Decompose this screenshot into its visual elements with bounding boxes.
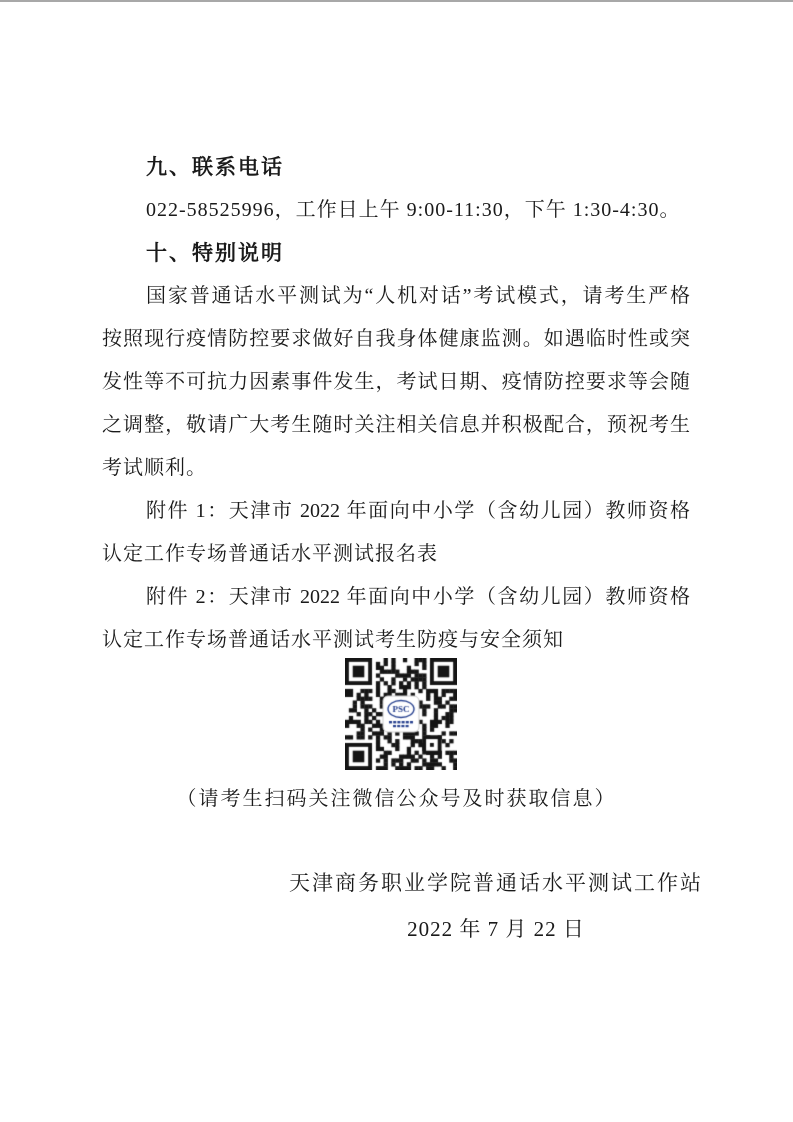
qr-code-container xyxy=(345,658,457,770)
text-line: 认定工作专场普通话水平测试考生防疫与安全须知 xyxy=(102,629,564,651)
text-line: 发性等不可抗力因素事件发生，考试日期、疫情防控要求等会随 xyxy=(102,371,690,393)
signature-organization: 天津商务职业学院普通话水平测试工作站 xyxy=(289,871,703,895)
page-top-edge xyxy=(0,0,793,2)
signature-block xyxy=(289,866,703,946)
section-heading: 九、联系电话 xyxy=(146,156,284,179)
text-line: 022-58525996，工作日上午 9:00-11:30，下午 1:30-4:30。 xyxy=(146,199,681,221)
text-line: 国家普通话水平测试为“人机对话”考试模式，请考生严格 xyxy=(146,285,690,307)
text-line: 认定工作专场普通话水平测试报名表 xyxy=(102,543,438,565)
text-line: 之调整，敬请广大考生随时关注相关信息并积极配合，预祝考生 xyxy=(102,414,690,436)
text-line: 附件 2：天津市 2022 年面向中小学（含幼儿园）教师资格 xyxy=(146,586,690,608)
text-line: 附件 1：天津市 2022 年面向中小学（含幼儿园）教师资格 xyxy=(146,500,690,522)
qr-code xyxy=(345,658,457,770)
text-line: 按照现行疫情防控要求做好自我身体健康监测。如遇临时性或突 xyxy=(102,328,690,350)
document-body xyxy=(102,146,690,662)
qr-caption: （请考生扫码关注微信公众号及时获取信息） xyxy=(176,788,617,810)
signature-date: 2022 年 7 月 22 日 xyxy=(407,917,585,941)
section-heading: 十、特别说明 xyxy=(146,242,284,265)
text-line: 考试顺利。 xyxy=(102,457,207,479)
